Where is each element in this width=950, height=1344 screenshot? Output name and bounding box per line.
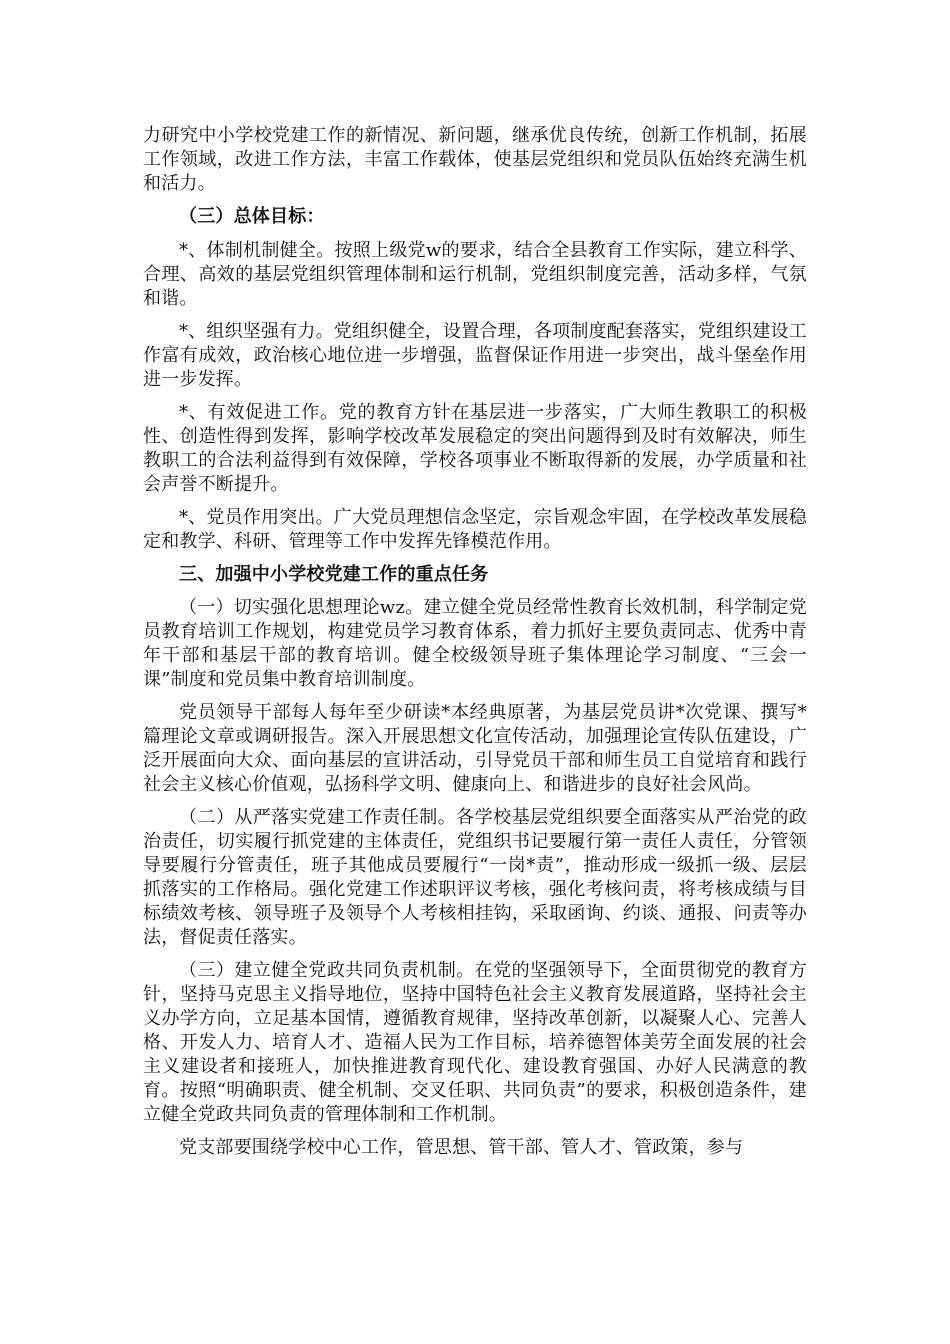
paragraph-goal-2: *、组织坚强有力。党组织健全，设置合理，各项制度配套落实，党组织建设工作富有成效，政治核心地位进一步增强，监督保证作用进一步突出，战斗堡垒作用进一步发挥。 bbox=[143, 321, 807, 390]
paragraph-task-3: （三）建立健全党政共同负责机制。在党的坚强领导下，全面贯彻党的教育方针，坚持马克思主义指导地位，坚持中国特色社会主义教育发展道路，坚持社会主义办学方向，立足基本国情，遵循教育规律，坚持改革创新，以凝聚人心、完善人格、开发人力、培育人才、造福人民为工作目标，培养德智体美劳全面发展的社会主义建设者和接班人，加快推进教育现代化、建设教育强国、办好人民满意的教育。按照“明确职责、健全机制、交叉任职、共同负责”的要求，积极创造条件，建立健全党政共同负责的管理体制和工作机制。 bbox=[143, 960, 807, 1125]
paragraph-goal-1: *、体制机制健全。按照上级党w的要求，结合全县教育工作实际，建立科学、合理、高效的基层党组织管理体制和运行机制，党组织制度完善，活动多样，气氛和谐。 bbox=[143, 240, 807, 309]
paragraph-task-1: （一）切实强化思想理论wz。建立健全党员经常性教育长效机制，科学制定党员教育培训工作规划，构建党员学习教育体系，着力抓好主要负责同志、优秀中青年干部和基层干部的教育培训。健全校级领导班子集体理论学习制度、“三会一课”制度和党员集中教育培训制度。 bbox=[143, 597, 807, 690]
paragraph-goal-3: *、有效促进工作。党的教育方针在基层进一步落实，广大师生教职工的积极性、创造性得到发挥，影响学校改革发展稳定的突出问题得到及时有效解决，师生教职工的合法利益得到有效保障，学校各项事业不断取得新的发展，办学质量和社会声誉不断提升。 bbox=[143, 402, 807, 495]
paragraph-goal-4: *、党员作用突出。广大党员理想信念坚定，宗旨观念牢固，在学校改革发展稳定和教学、科研、管理等工作中发挥先锋模范作用。 bbox=[143, 507, 807, 552]
paragraph-task-3-detail: 党支部要围绕学校中心工作，管思想、管干部、管人才、管政策，参与 bbox=[179, 1137, 744, 1158]
paragraph-task-1-detail: 党员领导干部每人每年至少研读*本经典原著，为基层党员讲*次党课、撰写*篇理论文章或调研报告。深入开展思想文化宣传活动，加强理论宣传队伍建设，广泛开展面向大众、面向基层的宣讲活动，引导党员干部和师生员工自觉培育和践行社会主义核心价值观，弘扬科学文明、健康向上、和谐进步的良好社会风尚。 bbox=[143, 702, 807, 795]
subheading-overall-goals: （三）总体目标： bbox=[179, 206, 325, 227]
document-body bbox=[143, 124, 807, 1169]
paragraph-continuation: 力研究中小学校党建工作的新情况、新问题，继承优良传统，创新工作机制，拓展工作领域，改进工作方法，丰富工作载体，使基层党组织和党员队伍始终充满生机和活力。 bbox=[143, 125, 807, 194]
section-heading-key-tasks: 三、加强中小学校党建工作的重点任务 bbox=[179, 564, 489, 585]
paragraph-task-2: （二）从严落实党建工作责任制。各学校基层党组织要全面落实从严治党的政治责任，切实履行抓党建的主体责任，党组织书记要履行第一责任人责任，分管领导要履行分管责任，班子其他成员要履行“一岗*责”，推动形成一级抓一级、层层抓落实的工作格局。强化党建工作述职评议考核，强化考核问责，将考核成绩与目标绩效考核、领导班子及领导个人考核相挂钩，采取函询、约谈、通报、问责等办法，督促责任落实。 bbox=[143, 807, 807, 948]
